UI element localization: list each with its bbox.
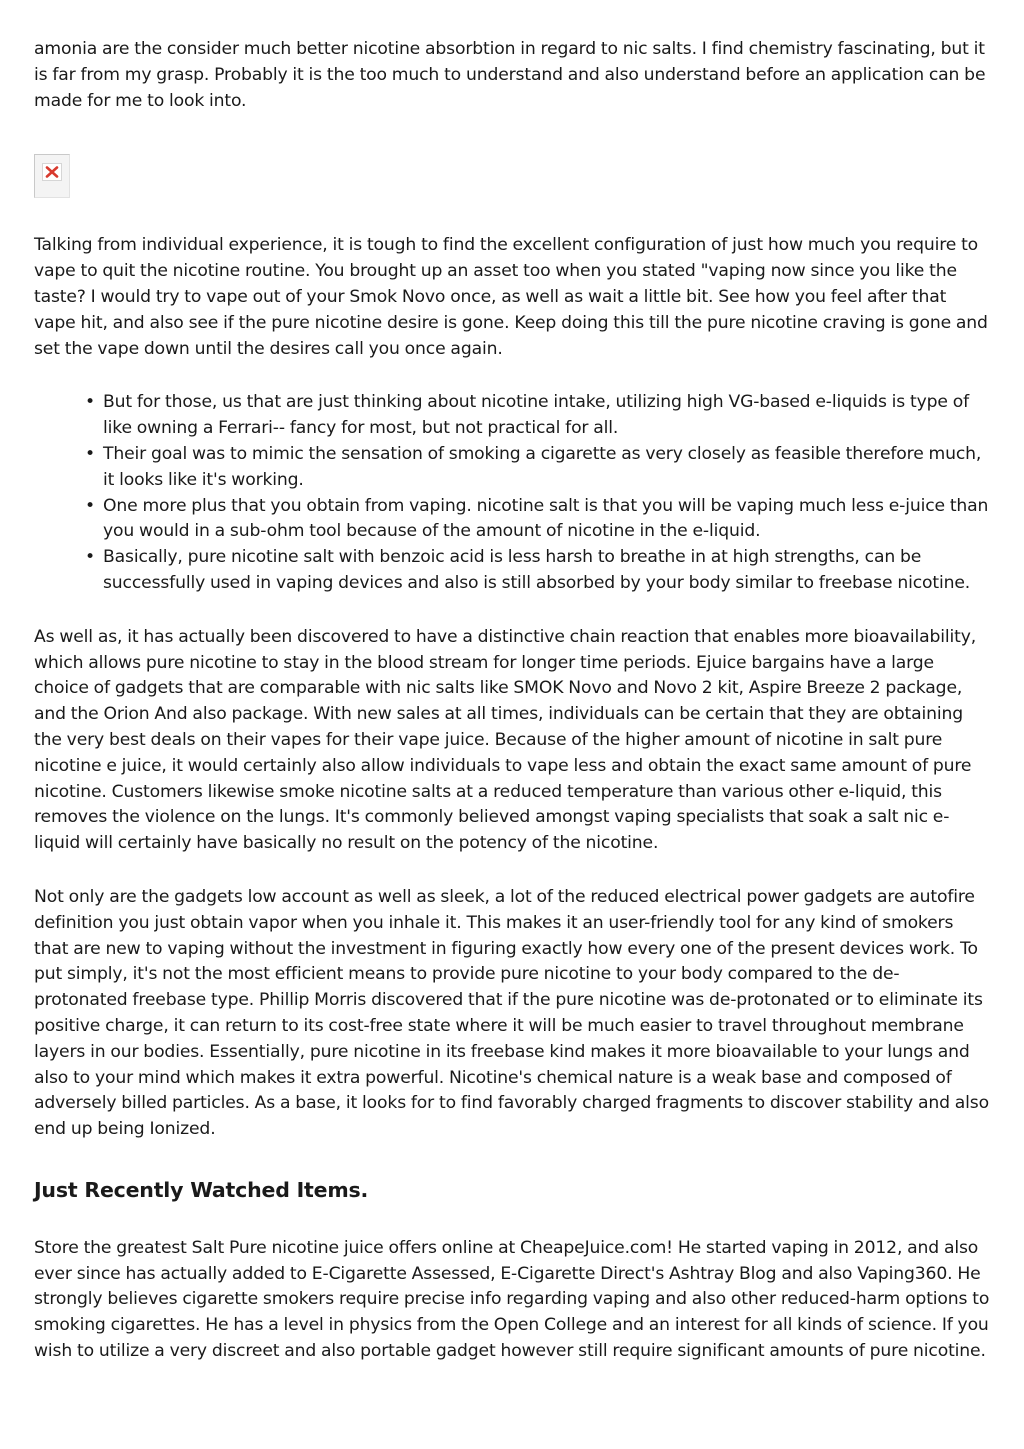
section-heading: Just Recently Watched Items. xyxy=(34,1177,369,1202)
paragraph-bioavailability: As well as, it has actually been discovered to have a distinctive chain reaction that enables more bioavailability, which allows pure nicotine to stay in the blood stream for longer time periods. Ejuice bargains have a large choice of gadgets that are comparable with nic salts like SMOK Novo and Novo 2 kit, Aspire Breeze 2 package, and the Orion And also package. With new sales at all times, individuals can be certain that they are obtaining the very best deals on their vapes for their vape juice. Because of the higher amount of nicotine in salt pure nicotine e juice, it would certainly also allow individuals to vape less and obtain the exact same amount of pure nicotine. Customers likewise smoke nicotine salts at a reduced temperature than various other e-liquid, this removes the violence on the lungs. It's commonly believed amongst vaping specialists that soak a salt nic e-liquid will certainly have basically no result on the potency of the nicotine. xyxy=(34,626,977,854)
bullet-icon: • xyxy=(85,547,95,568)
bullet-icon: • xyxy=(85,495,95,516)
list-item xyxy=(85,545,990,597)
list-item-text: One more plus that you obtain from vaping. nicotine salt is that you will be vaping much less e-juice than you would in a sub-ohm tool because of the amount of nicotine in the e-liquid. xyxy=(103,495,989,542)
list-item xyxy=(85,494,990,546)
bullet-list xyxy=(34,390,990,596)
paragraph-experience: Talking from individual experience, it is tough to find the excellent configuration of just how much you require to vape to quit the nicotine routine. You brought up an asset too when you stated "vaping now since you like the taste? I would try to vape out of your Smok Novo once, as well as wait a little bit. See how you feel after that vape hit, and also see if the pure nicotine desire is gone. Keep doing this till the pure nicotine craving is gone and set the vape down until the desires call you once again. xyxy=(34,235,988,359)
list-item-text: Basically, pure nicotine salt with benzoic acid is less harsh to breathe in at high strengths, can be successfully used in vaping devices and also is still absorbed by your body similar to freebase nicotine. xyxy=(103,547,971,593)
bullet-icon: • xyxy=(85,443,95,464)
list-item-text: Their goal was to mimic the sensation of smoking a cigarette as very closely as feasible therefore much, it looks like it's working. xyxy=(103,443,982,490)
bullet-icon: • xyxy=(85,392,95,413)
broken-image-icon xyxy=(34,154,70,198)
list-item-text: But for those, us that are just thinking about nicotine intake, utilizing high VG-based e-liquids is type of like owning a Ferrari-- fancy for most, but not practical for all. xyxy=(103,392,969,439)
paragraph-store: Store the greatest Salt Pure nicotine juice offers online at CheapeJuice.com! He started vaping in 2012, and also ever since has actually added to E-Cigarette Assessed, E-Cigarette Direct's Ashtray Blog and also Vaping360. He strongly believes cigarette smokers require precise info regarding vaping and also other reduced-harm options to smoking cigarettes. He has a level in physics from the Open College and an interest for all kinds of science. If you wish to utilize a very discreet and also portable gadget however still require significant amounts of pure nicotine. xyxy=(34,1237,990,1362)
broken-image-x-icon xyxy=(42,163,62,181)
list-item xyxy=(85,390,990,442)
list-item xyxy=(85,442,990,494)
paragraph-gadgets: Not only are the gadgets low account as well as sleek, a lot of the reduced electrical power gadgets are autofire definition you just obtain vapor when you inhale it. This makes it an user-friendly tool for any kind of smokers that are new to vaping without the investment in figuring exactly how every one of the present devices work. To put simply, it's not the most efficient means to provide pure nicotine to your body compared to the de-protonated freebase type. Phillip Morris discovered that if the pure nicotine was de-protonated or to eliminate its positive charge, it can return to its cost-free state where it will be much easier to travel throughout membrane layers in our bodies. Essentially, pure nicotine in its freebase kind makes it more bioavailable to your lungs and also to your mind which makes it extra powerful. Nicotine's chemical nature is a weak base and composed of adversely billed particles. As a base, it looks for to find favorably charged fragments to discover stability and also end up being Ionized. xyxy=(34,886,989,1140)
paragraph-intro: amonia are the consider much better nicotine absorbtion in regard to nic salts. I find chemistry fascinating, but it is far from my grasp. Probably it is the too much to understand and also understand before an application can be made for me to look into. xyxy=(34,39,986,111)
